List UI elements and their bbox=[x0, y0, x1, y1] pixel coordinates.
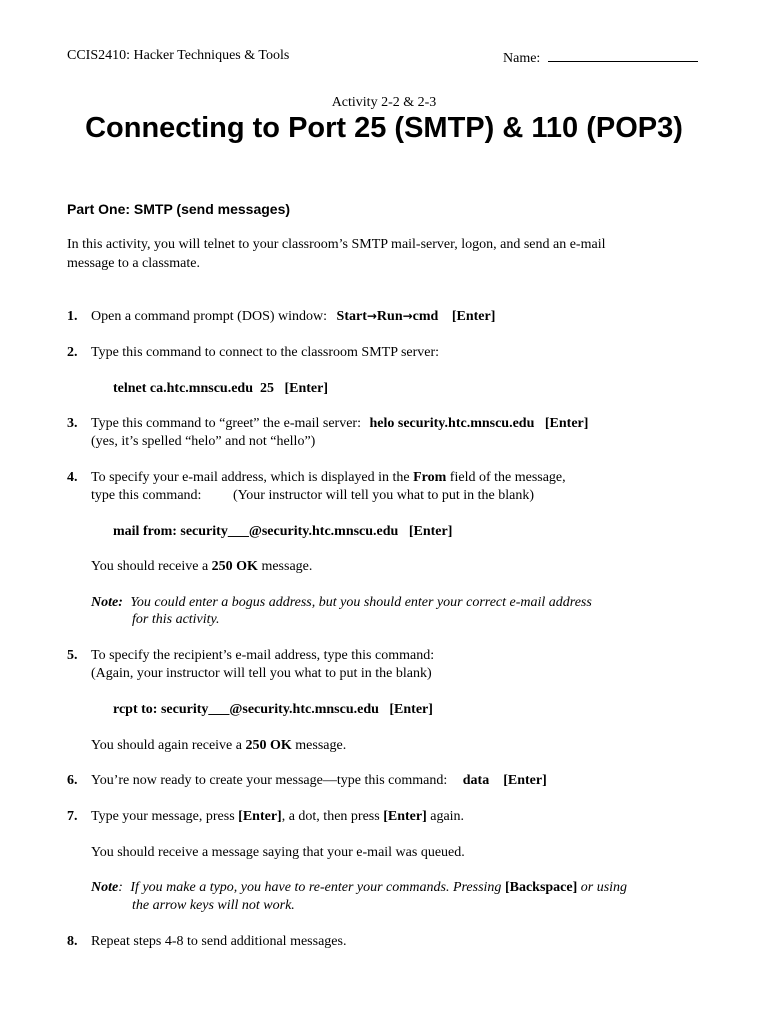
note-label: Note bbox=[91, 880, 119, 895]
name-label: Name: bbox=[503, 51, 541, 66]
step-4-text: To specify your e-mail address, which is displayed in the From field of the message, bbox=[91, 470, 566, 485]
step-3-note: (yes, it’s spelled “helo” and not “hello”) bbox=[91, 434, 316, 449]
step-7-note: Note: If you make a typo, you have to re-enter your commands. Pressing [Backspace] or using bbox=[91, 880, 628, 895]
right-arrow-icon: → bbox=[366, 309, 377, 323]
step-number-8: 8. bbox=[67, 934, 78, 949]
step-5-text: To specify the recipient’s e-mail address, type this command: bbox=[91, 648, 435, 663]
enter-key-label: [Enter] bbox=[238, 809, 282, 824]
step-number-4: 4. bbox=[67, 470, 78, 485]
enter-key-label: [Enter] bbox=[383, 809, 427, 824]
step-3-text: Type this command to “greet” the e-mail server: helo security.htc.mnscu.edu [Enter] bbox=[91, 416, 589, 431]
step-5-receive: You should again receive a 250 OK message. bbox=[91, 738, 347, 753]
intro-paragraph-line-2: message to a classmate. bbox=[67, 256, 200, 271]
right-arrow-icon: → bbox=[402, 309, 413, 323]
helo-command: helo security.htc.mnscu.edu [Enter] bbox=[369, 416, 589, 431]
enter-key-label: [Enter] bbox=[451, 309, 496, 324]
activity-label: Activity 2-2 & 2-3 bbox=[331, 95, 437, 110]
mail-from-command: mail from: security___@security.htc.mnscu.edu [Enter] bbox=[113, 524, 453, 539]
name-field bbox=[503, 48, 698, 67]
page-title: Connecting to Port 25 (SMTP) & 110 (POP3) bbox=[85, 112, 683, 144]
step-4-note-line-2: for this activity. bbox=[132, 612, 220, 627]
rcpt-to-command: rcpt to: security___@security.htc.mnscu.edu [Enter] bbox=[113, 702, 433, 717]
intro-paragraph-line-1: In this activity, you will telnet to your classroom’s SMTP mail-server, logon, and send an e-mail bbox=[67, 237, 606, 252]
run-command: Run bbox=[376, 309, 403, 324]
step-number-2: 2. bbox=[67, 345, 78, 360]
step-4-receive: You should receive a 250 OK message. bbox=[91, 559, 313, 574]
step-4-note: Note: You could enter a bogus address, but you should enter your correct e-mail address bbox=[91, 595, 592, 610]
step-2-text: Type this command to connect to the classroom SMTP server: bbox=[91, 345, 440, 360]
step-number-3: 3. bbox=[67, 416, 78, 431]
step-number-7: 7. bbox=[67, 809, 78, 824]
section-heading: Part One: SMTP (send messages) bbox=[67, 201, 291, 217]
cmd-command: cmd bbox=[412, 309, 439, 324]
start-command: Start bbox=[336, 309, 367, 324]
step-7-note-line-2: the arrow keys will not work. bbox=[132, 898, 295, 913]
data-command: data [Enter] bbox=[462, 773, 547, 788]
step-number-6: 6. bbox=[67, 773, 78, 788]
step-4-text-line-2: type this command: (Your instructor will tell you what to put in the blank) bbox=[91, 488, 535, 503]
step-1-text: Open a command prompt (DOS) window: Start→Run→cmd [Enter] bbox=[91, 309, 496, 324]
step-5-text-line-2: (Again, your instructor will tell you what to put in the blank) bbox=[91, 666, 432, 681]
telnet-command: telnet ca.htc.mnscu.edu 25 [Enter] bbox=[113, 381, 329, 396]
name-blank-line bbox=[548, 48, 698, 62]
step-8-text: Repeat steps 4-8 to send additional messages. bbox=[91, 934, 347, 949]
note-label: Note: bbox=[91, 595, 123, 610]
step-7-queued: You should receive a message saying that your e-mail was queued. bbox=[91, 845, 465, 860]
step-7-text: Type your message, press [Enter], a dot, then press [Enter] again. bbox=[91, 809, 465, 824]
backspace-key-label: [Backspace] bbox=[504, 880, 578, 895]
course-header: CCIS2410: Hacker Techniques & Tools bbox=[67, 48, 290, 63]
step-number-1: 1. bbox=[67, 309, 78, 324]
step-number-5: 5. bbox=[67, 648, 78, 663]
step-6-text: You’re now ready to create your message—type this command: data [Enter] bbox=[91, 773, 547, 788]
